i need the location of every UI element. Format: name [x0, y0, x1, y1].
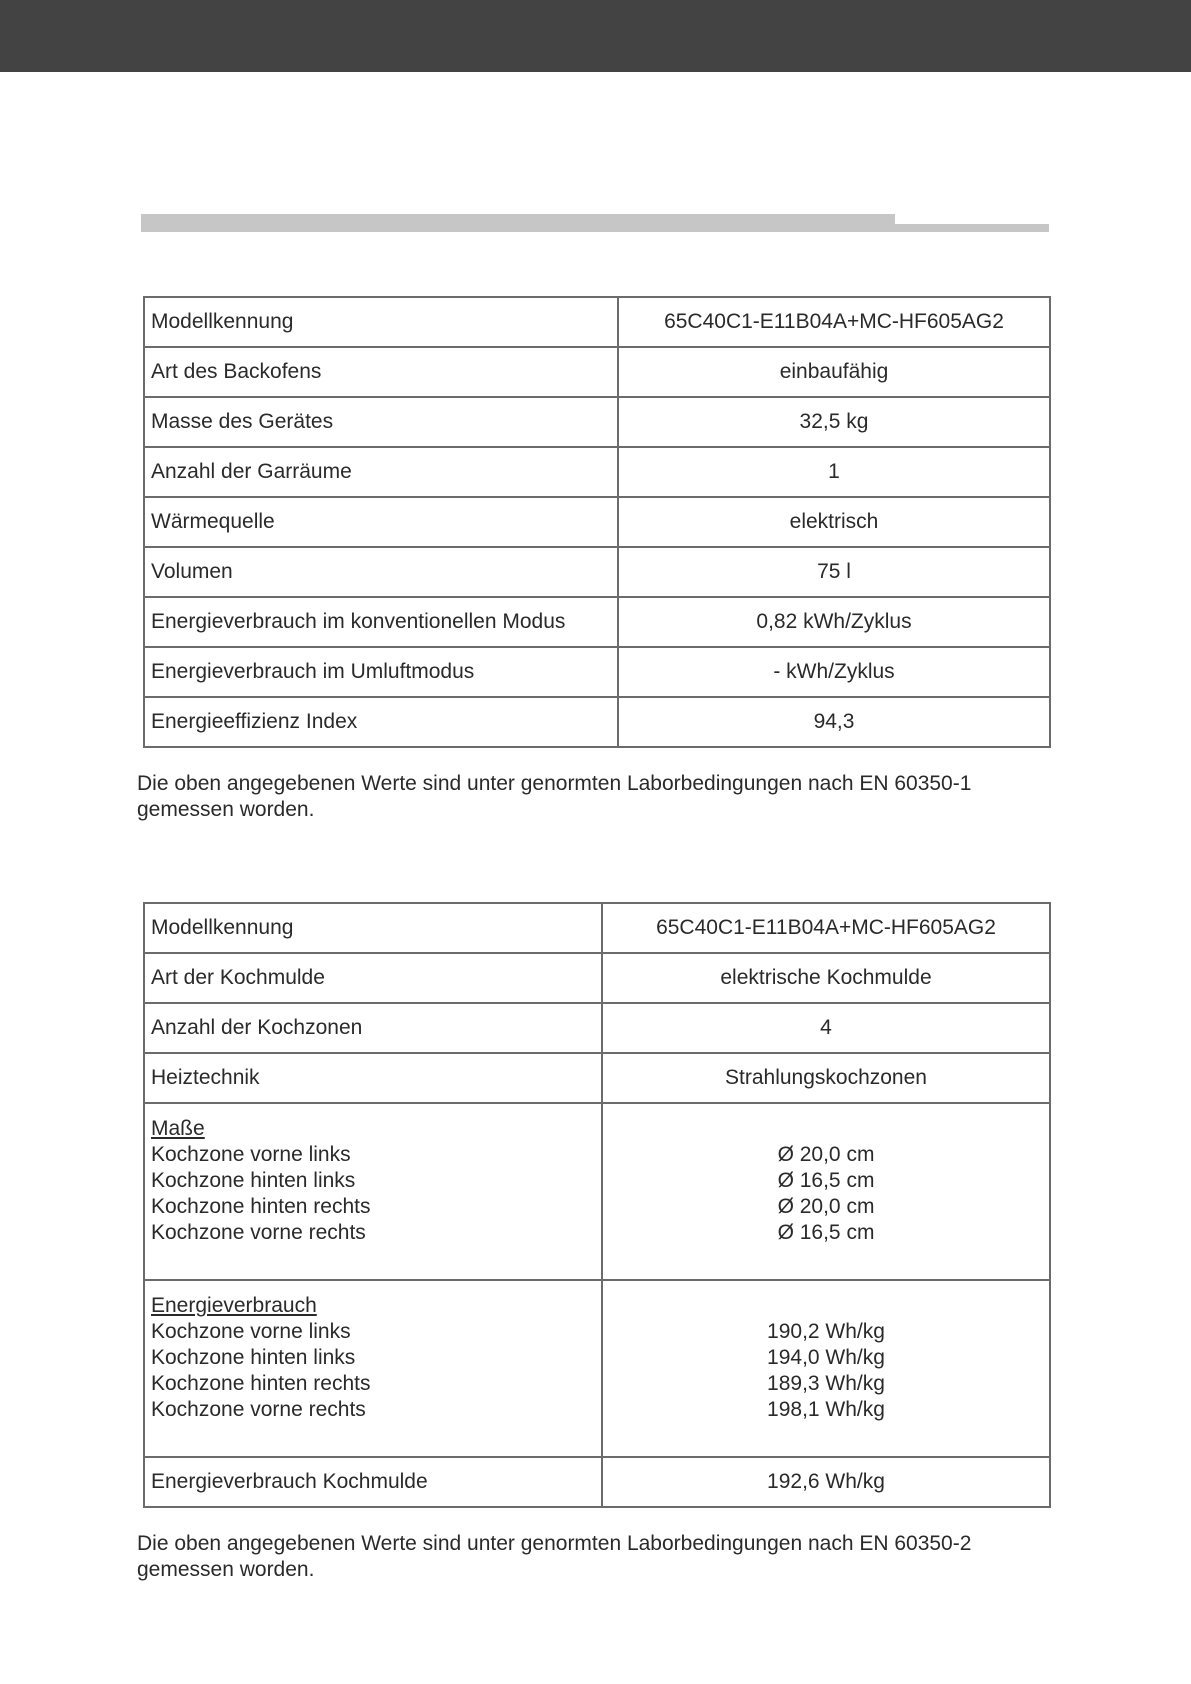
zone-value: Ø 16,5 cm — [777, 1221, 875, 1244]
zone-value: Ø 16,5 cm — [777, 1169, 875, 1192]
row-label: Modellkennung — [144, 903, 602, 953]
zone-value: Ø 20,0 cm — [777, 1195, 875, 1218]
zone-value: Ø 20,0 cm — [777, 1143, 875, 1166]
table-row — [144, 447, 1050, 497]
oven-footnote — [137, 771, 1097, 823]
footnote-line: Die oben angegebenen Werte sind unter genormten Laborbedingungen nach EN 60350-2 — [137, 1532, 972, 1555]
table-row — [144, 697, 1050, 747]
table-row — [144, 903, 1050, 953]
row-value: 65C40C1-E11B04A+MC-HF605AG2 — [618, 297, 1050, 347]
zone-label: Kochzone hinten rechts — [151, 1372, 371, 1395]
consumption-values — [602, 1280, 1050, 1457]
row-value: 0,82 kWh/Zyklus — [618, 597, 1050, 647]
row-label: Wärmequelle — [144, 497, 618, 547]
zone-label: Kochzone hinten links — [151, 1169, 356, 1192]
dimensions-row — [144, 1103, 1050, 1280]
consumption-heading: Energieverbrauch — [151, 1294, 317, 1317]
row-label: Art der Kochmulde — [144, 953, 602, 1003]
table-row — [144, 1003, 1050, 1053]
zone-label: Kochzone hinten rechts — [151, 1195, 371, 1218]
row-value: 4 — [602, 1003, 1050, 1053]
row-value: elektrische Kochmulde — [602, 953, 1050, 1003]
table-row — [144, 1053, 1050, 1103]
row-value: 32,5 kg — [618, 397, 1050, 447]
zone-value: 194,0 Wh/kg — [767, 1346, 885, 1369]
row-value: 94,3 — [618, 697, 1050, 747]
row-label: Anzahl der Kochzonen — [144, 1003, 602, 1053]
consumption-row — [144, 1280, 1050, 1457]
consumption-labels — [144, 1280, 602, 1457]
row-label: Modellkennung — [144, 297, 618, 347]
zone-label: Kochzone hinten links — [151, 1346, 356, 1369]
row-label: Energieverbrauch im konventionellen Modus — [144, 597, 618, 647]
zone-value: 198,1 Wh/kg — [767, 1398, 885, 1421]
section-title-bar — [141, 214, 895, 232]
row-label: Masse des Gerätes — [144, 397, 618, 447]
table-row — [144, 297, 1050, 347]
oven-spec-table — [143, 296, 1051, 748]
dimensions-heading: Maße — [151, 1117, 205, 1140]
row-label: Anzahl der Garräume — [144, 447, 618, 497]
table-row — [144, 597, 1050, 647]
footnote-line: gemessen worden. — [137, 798, 315, 821]
zone-label: Kochzone vorne rechts — [151, 1398, 366, 1421]
table-row — [144, 397, 1050, 447]
table-row — [144, 347, 1050, 397]
table-row — [144, 1457, 1050, 1507]
dimensions-labels — [144, 1103, 602, 1280]
row-value: 75 l — [618, 547, 1050, 597]
zone-label: Kochzone vorne links — [151, 1143, 351, 1166]
table-row — [144, 547, 1050, 597]
zone-value: 189,3 Wh/kg — [767, 1372, 885, 1395]
hob-footnote — [137, 1531, 1097, 1583]
row-label: Art des Backofens — [144, 347, 618, 397]
dimensions-values — [602, 1103, 1050, 1280]
row-label: Energieverbrauch im Umluftmodus — [144, 647, 618, 697]
row-label: Volumen — [144, 547, 618, 597]
row-label: Heiztechnik — [144, 1053, 602, 1103]
row-label: Energieverbrauch Kochmulde — [144, 1457, 602, 1507]
row-value: elektrisch — [618, 497, 1050, 547]
row-value: 1 — [618, 447, 1050, 497]
footnote-line: Die oben angegebenen Werte sind unter genormten Laborbedingungen nach EN 60350-1 — [137, 772, 972, 795]
hob-spec-table — [143, 902, 1051, 1508]
zone-label: Kochzone vorne rechts — [151, 1221, 366, 1244]
zone-label: Kochzone vorne links — [151, 1320, 351, 1343]
footnote-line: gemessen worden. — [137, 1558, 315, 1581]
row-value: 65C40C1-E11B04A+MC-HF605AG2 — [602, 903, 1050, 953]
table-row — [144, 647, 1050, 697]
table-row — [144, 497, 1050, 547]
table-row — [144, 953, 1050, 1003]
row-value: 192,6 Wh/kg — [602, 1457, 1050, 1507]
row-value: - kWh/Zyklus — [618, 647, 1050, 697]
row-value: Strahlungskochzonen — [602, 1053, 1050, 1103]
row-label: Energieeffizienz Index — [144, 697, 618, 747]
section-title-bar-extension — [895, 224, 1049, 232]
row-value: einbaufähig — [618, 347, 1050, 397]
header-bar — [0, 0, 1191, 72]
zone-value: 190,2 Wh/kg — [767, 1320, 885, 1343]
